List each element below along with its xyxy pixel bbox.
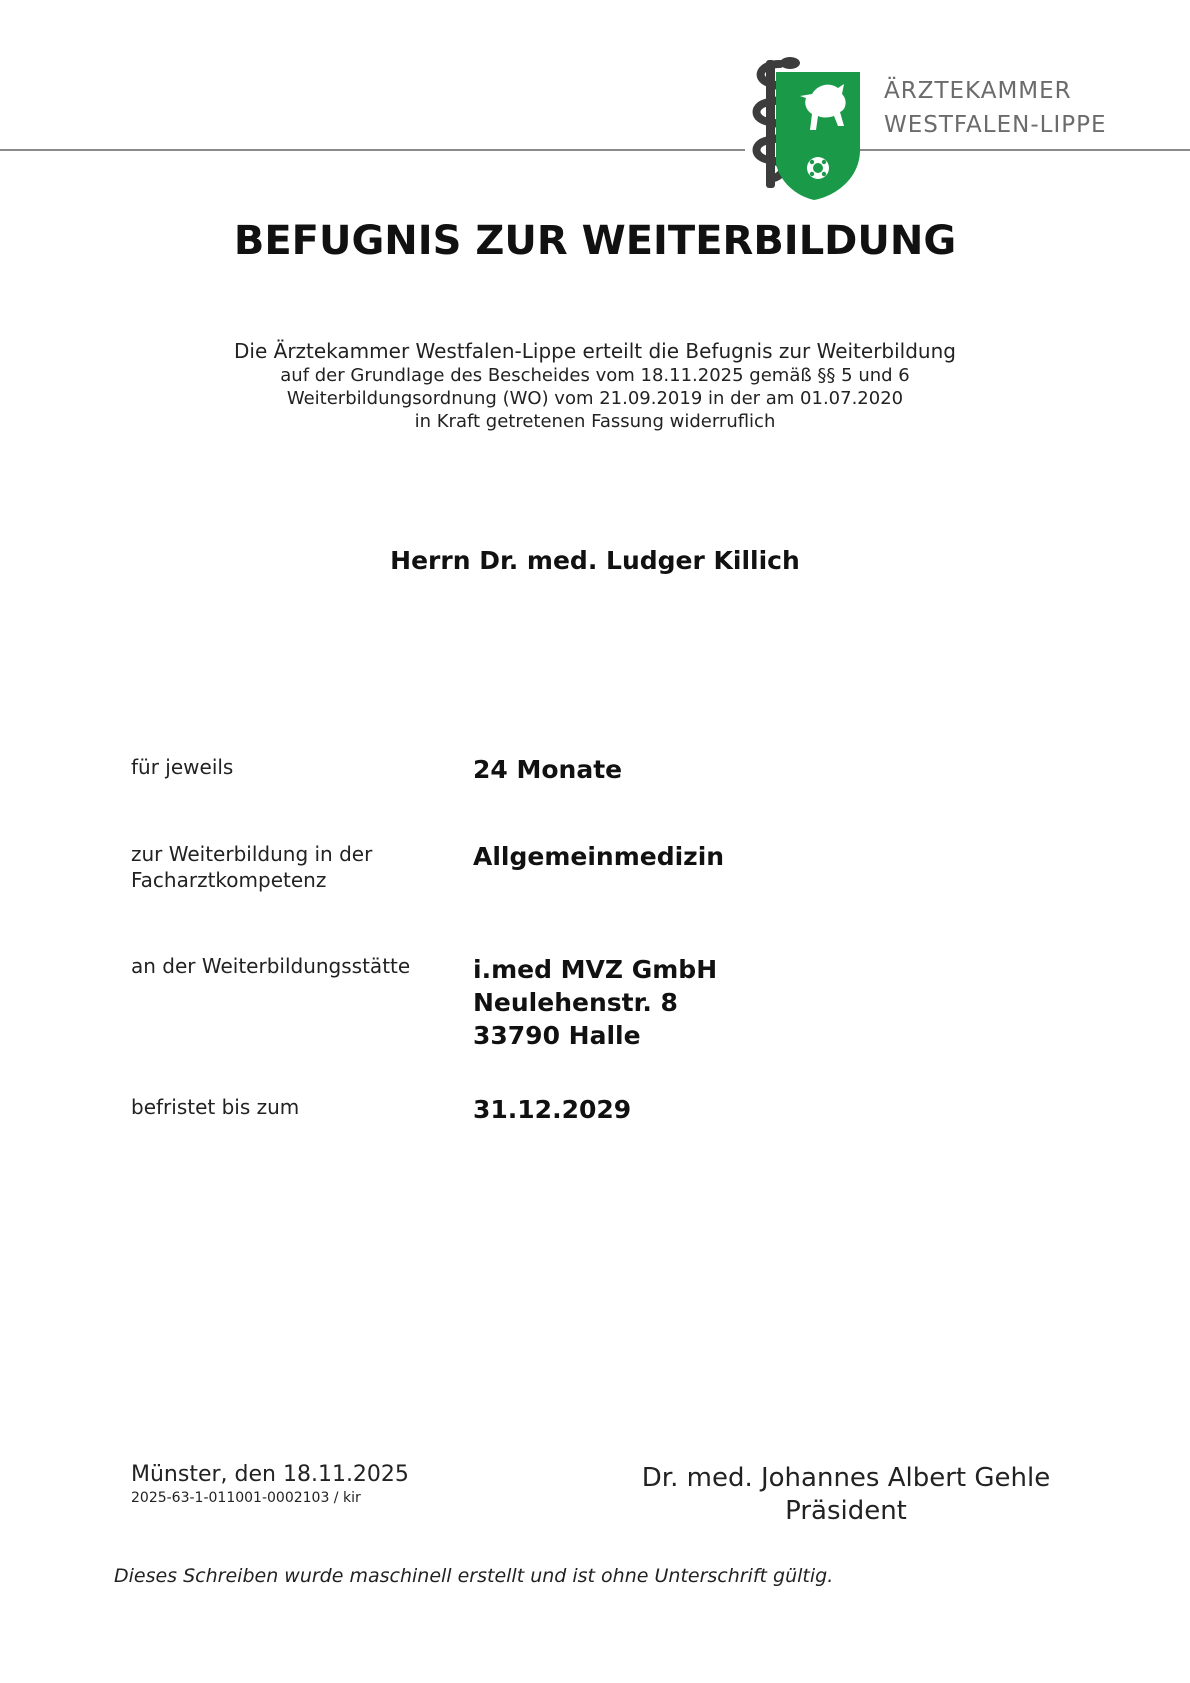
facility-address <box>473 953 1113 1052</box>
facility-street: Neulehenstr. 8 <box>473 988 678 1017</box>
intro-line-1: Die Ärztekammer Westfalen-Lippe erteilt die Befugnis zur Weiterbildung <box>234 339 956 363</box>
facility-name: i.med MVZ GmbH <box>473 955 718 984</box>
facility-city: 33790 Halle <box>473 1021 641 1050</box>
organization-name-line2: WESTFALEN-LIPPE <box>884 112 1107 138</box>
specialty-label <box>131 841 461 893</box>
facility-label: an der Weiterbildungsstätte <box>131 954 411 978</box>
intro-line-2: auf der Grundlage des Bescheides vom 18.11.2025 gemäß §§ 5 und 6 <box>280 365 910 386</box>
duration-value: 24 Monate <box>473 755 623 784</box>
signer-block <box>620 1462 1072 1528</box>
intro-line-4: in Kraft getretenen Fassung widerruflich <box>414 411 776 432</box>
intro-text <box>0 338 1190 433</box>
specialty-value: Allgemeinmedizin <box>473 842 725 871</box>
header-rule-left <box>0 149 745 151</box>
header-rule-right <box>858 149 1190 151</box>
duration-label: für jeweils <box>131 755 234 779</box>
recipient-name: Herrn Dr. med. Ludger Killich <box>390 546 800 575</box>
machine-generated-note: Dieses Schreiben wurde maschinell erstellt und ist ohne Unterschrift gültig. <box>114 1565 834 1587</box>
organization-name-line1: ÄRZTEKAMMER <box>884 78 1072 104</box>
valid-until-label: befristet bis zum <box>131 1095 300 1119</box>
place-date: Münster, den 18.11.2025 <box>131 1462 409 1487</box>
signer-name: Dr. med. Johannes Albert Gehle <box>641 1463 1051 1493</box>
valid-until-value: 31.12.2029 <box>473 1095 632 1124</box>
intro-line-3: Weiterbildungsordnung (WO) vom 21.09.2019 in der am 01.07.2020 <box>286 388 904 409</box>
signer-title: Präsident <box>785 1496 907 1526</box>
aerztekammer-westfalen-lippe-crest-icon <box>752 54 864 202</box>
specialty-label-line2: Facharztkompetenz <box>131 868 327 892</box>
organization-name <box>884 74 1107 142</box>
document-title: BEFUGNIS ZUR WEITERBILDUNG <box>233 218 957 264</box>
reference-number: 2025-63-1-011001-0002103 / kir <box>131 1490 361 1506</box>
specialty-label-line1: zur Weiterbildung in der <box>131 842 373 866</box>
